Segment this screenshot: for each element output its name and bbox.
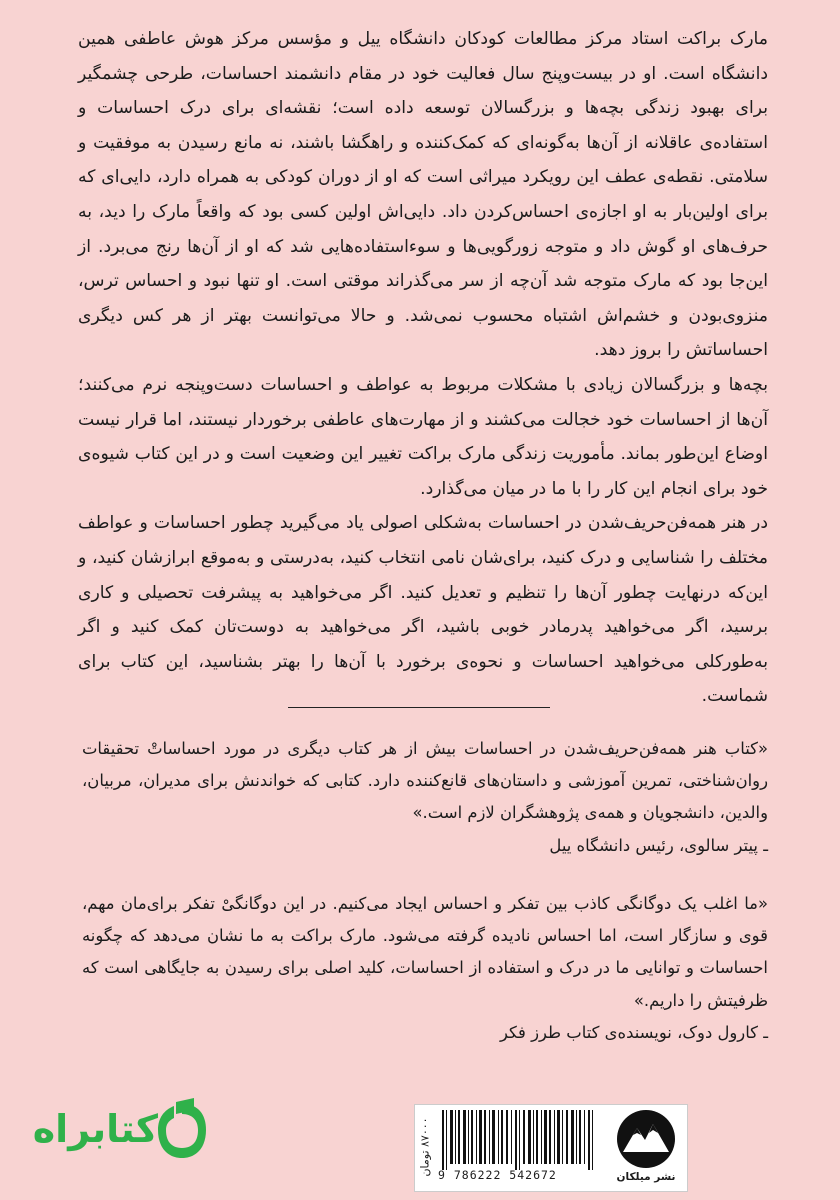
- barcode-icon: [440, 1110, 598, 1170]
- paragraph-1: مارک براکت استاد مرکز مطالعات کودکان دانشگاه ییل و مؤسس مرکز هوش عاطفی همین دانشگاه است. او در بیست‌وپنج سال فعالیت خود در مقام دانشمند احساسات، طرحی چشمگیر برای بهبود زندگی بچه‌ها و بزرگسالان توسعه داده است؛ نقشه‌ای برای درک احساسات و استفاده‌ی عاقلانه از آن‌ها به‌گونه‌ای که کمک‌کننده و راهگشا باشند، نه مانع رسیدن به موفقیت و سلامتی. نقطه‌ی عطف این رویکرد میراثی است که او از دوران کودکی به همراه دارد، دایی‌ای که برای اولین‌بار به او اجازه‌ی احساس‌کردن داد. دایی‌اش اولین کسی بود که واقعاً مارک را دید، به حرف‌های او گوش داد و متوجه زورگویی‌ها و سوءاستفاده‌هایی شد که او از آن‌ها رنج می‌برد. از این‌جا بود که مارک متوجه شد آن‌چه از سر می‌گذراند موقتی است. او تنها نبود و احساس ترس، منزوی‌بودن و خشم‌اش اشتباه محسوب نمی‌شد. و حالا می‌توانست بهتر از هر کس دیگری احساساتش را بروز دهد.: [78, 29, 768, 361]
- ketabrah-logo-icon: [154, 1098, 210, 1162]
- isbn-number: 9 786222 542672: [438, 1168, 557, 1182]
- main-text: [78, 22, 768, 714]
- quote-1-attribution: ـ پیتر سالوی، رئیس دانشگاه ییل: [549, 835, 768, 855]
- mountain-logo-icon: [615, 1108, 677, 1170]
- quote-2: [82, 888, 768, 1049]
- quote-2-text: «ما اغلب یک دوگانگی کاذب بین تفکر و احساس ایجاد می‌کنیم. در این دوگانگیْ تفکر برای‌مان مهم، قوی و سازگار است، اما احساس نادیده گرفته می‌شود. مارک براکت به ما نشان می‌دهد که چگونه احساسات و توانایی ما در درک و استفاده از احساسات، کلید اصلی برای رسیدن به جایگاهی است که ظرفیتش را داریم.»: [82, 894, 768, 1010]
- publisher-name: نشر میلکان: [616, 1171, 676, 1183]
- quote-1: [82, 733, 768, 862]
- publisher-logo: [610, 1108, 682, 1188]
- quote-1-text: «کتاب هنر همه‌فن‌حریف‌شدن در احساسات بیش از هر کتاب دیگری در مورد احساساتْ تحقیقات روان‌شناختی، تمرین آموزشی و داستان‌های قانع‌کننده دارد. کتابی که خواندنش برای مدیران، مربیان، والدین، دانشجویان و همه‌ی پژوهشگران لازم است.»: [82, 739, 768, 823]
- quote-2-attribution: ـ کارول دوک، نویسنده‌ی کتاب طرز فکر: [499, 1022, 768, 1042]
- ketabrah-logo: [32, 1098, 210, 1162]
- paragraph-3: در هنر همه‌فن‌حریف‌شدن در احساسات به‌شکلی اصولی یاد می‌گیرید چطور احساسات و عواطف مختلف را شناسایی و درک کنید، برای‌شان نامی انتخاب کنید، به‌درستی و به‌موقع ابرازشان کنید، و این‌که در‌نهایت چطور آن‌ها را تنظیم و تعدیل کنید. اگر می‌خواهید به پیشرفت تحصیلی و کاری برسید، اگر می‌خواهید پدرمادر خوبی باشید، اگر می‌خواهید به دوست‌تان کمک کنید و اگر به‌طورکلی می‌خواهید احساسات و نحوه‌ی برخورد با آن‌ها را بهتر بشناسید، این کتاب برای شماست.: [78, 513, 768, 707]
- paragraph-2: بچه‌ها و بزرگسالان زیادی با مشکلات مربوط به عواطف و احساسات دست‌وپنجه نرم می‌کنند؛ آن‌ها از احساسات خود خجالت می‌کشند و از مهارت‌های عاطفی برخوردار نیستند، اما قرار نیست اوضاع این‌طور بماند. مأموریت زندگی مارک براکت تغییر این وضعیت است و در این کتاب شیوه‌ی خود برای انجام این کار را با ما در میان می‌گذارد.: [78, 374, 768, 499]
- divider-line: [288, 707, 550, 708]
- price-label: ۸۷۰۰۰ تومان: [418, 1117, 432, 1177]
- logo-text: کتابراه: [32, 1107, 158, 1151]
